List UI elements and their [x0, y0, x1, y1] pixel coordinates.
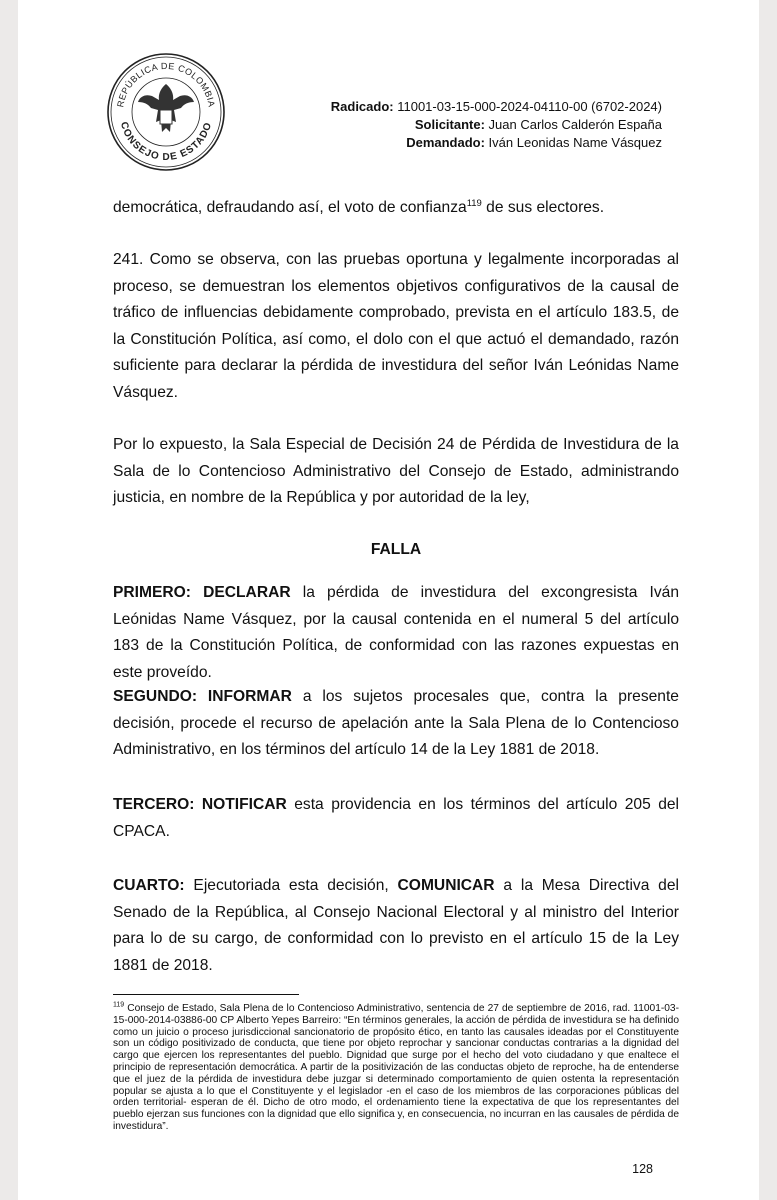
paragraph-continuation: democrática, defraudando así, el voto de confianza$^{119}$ de sus electores. [113, 197, 605, 216]
footnote-119: $^{119}$ Consejo de Estado, Sala Plena de lo Contencioso Administrativo, sentencia de 27 de septiembre de 2016, rad. 11001-03-15-000-2014-03886-00 CP Alberto Yepes Barreiro: “En términos generales, la acción de pérdida de investidura se ha definido como un juicio o proceso jurisdiccional sancionatorio de propósito ético, en tanto las causales ideadas por el Constituyente son un código positivizado de conducta, que tiene por objeto reprochar y sancionar conductas contrarias a la dignidad del cargo que ejercen los representantes del pueblo. Dignidad que surge por el hecho del voto ciudadano y que enaltece el principio de representación democrática. A partir de la positivización de las conductas objeto de reproche, ha de entenderse que el juez de la pérdida de investidura debe juzgar si determinado comportamiento de quien ostenta la representación popular se ajusta a lo que el Constituyente y el legislador -en el caso de los miembros de las corporaciones públicas del orden territorial- esperan de él. Dicho de otro modo, el ordenamiento tiene la expectativa de que los representantes del pueblo ejerzan sus funciones con la dignidad que ello significa y, en consecuencia, no incurran en las causales de pérdida de investidura”. [113, 1001, 679, 1132]
page-number: 128 [632, 1162, 653, 1176]
svg-text:REPÚBLICA DE COLOMBIA: REPÚBLICA DE COLOMBIA [115, 60, 217, 109]
case-header [331, 98, 662, 152]
footnote-divider [113, 994, 299, 995]
resolution-primero: PRIMERO: DECLARAR la pérdida de investidura del excongresista Iván Leónidas Name Vásquez, por la causal contenida en el numeral 5 del artículo 183 de la Constitución Política, de conformidad con las razones expuestas en este proveído. [113, 584, 679, 681]
solicitante-line: Solicitante: Juan Carlos Calderón España [414, 117, 662, 132]
demandado-line: Demandado: Iván Leonidas Name Vásquez [406, 135, 662, 150]
svg-text:CONSEJO DE ESTADO: CONSEJO DE ESTADO [117, 120, 215, 164]
consejo-de-estado-seal-icon [106, 52, 226, 172]
resolution-tercero: TERCERO: NOTIFICAR esta providencia en los términos del artículo 205 del CPACA. [113, 796, 680, 840]
paragraph-241: 241. Como se observa, con las pruebas oportuna y legalmente incorporadas al proceso, se demuestran los elementos objetivos configurativos de la causal de tráfico de influencias debidamente comprobado, prevista en el artículo 183.5, de la Constitución Política, así como, el dolo con el que actuó el demandado, razón suficiente para declarar la pérdida de investidura del señor Iván Leónidas Name Vásquez. [113, 251, 679, 401]
radicado-line: Radicado: 11001-03-15-000-2024-04110-00 (6702-2024) [330, 99, 662, 114]
footnote-ref: 119 [466, 197, 482, 209]
paragraph-por-lo-expuesto: Por lo expuesto, la Sala Especial de Decisión 24 de Pérdida de Investidura de la Sala de lo Contencioso Administrativo del Consejo de Estado, administrando justicia, en nombre de la República y por autoridad de la ley, [113, 436, 679, 506]
resolution-cuarto: CUARTO: Ejecutoriada esta decisión, COMUNICAR a la Mesa Directiva del Senado de la República, al Consejo Nacional Electoral y al ministro del Interior para lo de su cargo, de conformidad con lo previsto en el artículo 15 de la Ley 1881 de 2018. [113, 877, 679, 974]
resolution-segundo: SEGUNDO: INFORMAR a los sujetos procesales que, contra la presente decisión, procede el recurso de apelación ante la Sala Plena de lo Contencioso Administrativo, en los términos del artículo 14 de la Ley 1881 de 2018. [113, 688, 679, 758]
falla-heading: FALLA [370, 541, 422, 558]
